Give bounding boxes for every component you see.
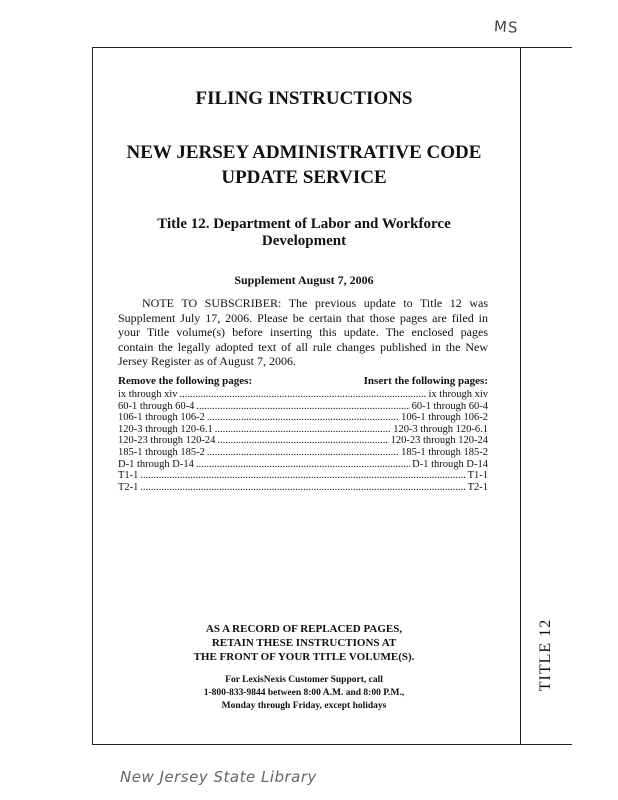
table-row xyxy=(118,412,488,424)
code-heading-line2: UPDATE SERVICE xyxy=(221,167,387,188)
table-row xyxy=(118,401,488,413)
support-line1: For LexisNexis Customer Support, call xyxy=(225,675,383,685)
insert-pages: T1-1 xyxy=(467,470,488,482)
record-line1: AS A RECORD OF REPLACED PAGES, xyxy=(205,623,403,635)
table-row xyxy=(118,447,488,459)
remove-pages: D-1 through D-14 xyxy=(118,458,194,470)
table-rows xyxy=(118,389,488,493)
insert-pages: 185-1 through 185-2 xyxy=(401,446,488,458)
frame-top-border xyxy=(92,47,572,48)
insert-pages: 60-1 through 60-4 xyxy=(411,400,488,412)
dot-leader xyxy=(215,424,391,436)
support-line2: 1-800-833-9844 between 8:00 A.M. and 8:00 P.M., xyxy=(203,688,405,698)
dot-leader xyxy=(196,459,410,471)
dot-leader xyxy=(207,412,399,424)
insert-pages: 120-23 through 120-24 xyxy=(390,435,488,447)
remove-pages: T1-1 xyxy=(118,470,139,482)
subscriber-note: NOTE TO SUBSCRIBER: The previous update to Title 12 was Supplement July 17, 2006. Please be certain that those pages are filed in your Title volume(s) before inserting this update. The enclosed pages contain the legally adopted text of all rule changes published in the New Jersey Register as of August 7, 2006. xyxy=(118,296,488,368)
library-stamp: New Jersey State Library xyxy=(120,768,317,786)
record-notice xyxy=(118,622,490,664)
table-row xyxy=(118,424,488,436)
insert-pages: T2-1 xyxy=(467,481,488,493)
page-title: FILING INSTRUCTIONS xyxy=(195,88,413,109)
table-row xyxy=(118,482,488,494)
table-row xyxy=(118,389,488,401)
tab-divider-line xyxy=(520,47,521,745)
dot-leader xyxy=(207,447,399,459)
remove-pages: 120-3 through 120-6.1 xyxy=(118,423,213,435)
support-line3: Monday through Friday, except holidays xyxy=(221,701,387,711)
remove-pages: T2-1 xyxy=(118,481,139,493)
dot-leader xyxy=(140,482,465,494)
insert-pages: 106-1 through 106-2 xyxy=(401,412,488,424)
record-line3: THE FRONT OF YOUR TITLE VOLUME(S). xyxy=(193,651,415,663)
dot-leader xyxy=(180,389,427,401)
handwritten-mark: MS xyxy=(493,17,520,37)
insert-pages: ix through xiv xyxy=(428,389,488,400)
remove-pages: 185-1 through 185-2 xyxy=(118,446,205,458)
table-row xyxy=(118,459,488,471)
frame-bottom-border xyxy=(92,744,572,745)
title-heading: Title 12. Department of Labor and Workforce Development xyxy=(157,216,451,249)
remove-header: Remove the following pages: xyxy=(118,375,253,387)
supplement-date: Supplement August 7, 2006 xyxy=(234,273,374,287)
dot-leader xyxy=(217,435,388,447)
remove-pages: 106-1 through 106-2 xyxy=(118,412,205,424)
insert-pages: 120-3 through 120-6.1 xyxy=(393,423,488,435)
remove-pages: ix through xiv xyxy=(118,389,178,400)
side-tab xyxy=(528,600,564,710)
code-heading-line1: NEW JERSEY ADMINISTRATIVE CODE xyxy=(126,142,482,163)
dot-leader xyxy=(140,470,465,482)
code-heading xyxy=(118,140,490,190)
page-replacement-table xyxy=(118,375,488,493)
remove-pages: 120-23 through 120-24 xyxy=(118,435,216,447)
dot-leader xyxy=(196,401,409,413)
table-row xyxy=(118,470,488,482)
side-tab-label: TITLE 12 xyxy=(537,618,555,692)
table-row xyxy=(118,435,488,447)
table-header xyxy=(118,375,488,389)
frame-left-border xyxy=(92,47,93,745)
insert-header: Insert the following pages: xyxy=(363,375,488,387)
remove-pages: 60-1 through 60-4 xyxy=(118,400,195,412)
customer-support xyxy=(118,674,490,713)
record-line2: RETAIN THESE INSTRUCTIONS AT xyxy=(211,637,397,649)
insert-pages: D-1 through D-14 xyxy=(412,458,488,470)
